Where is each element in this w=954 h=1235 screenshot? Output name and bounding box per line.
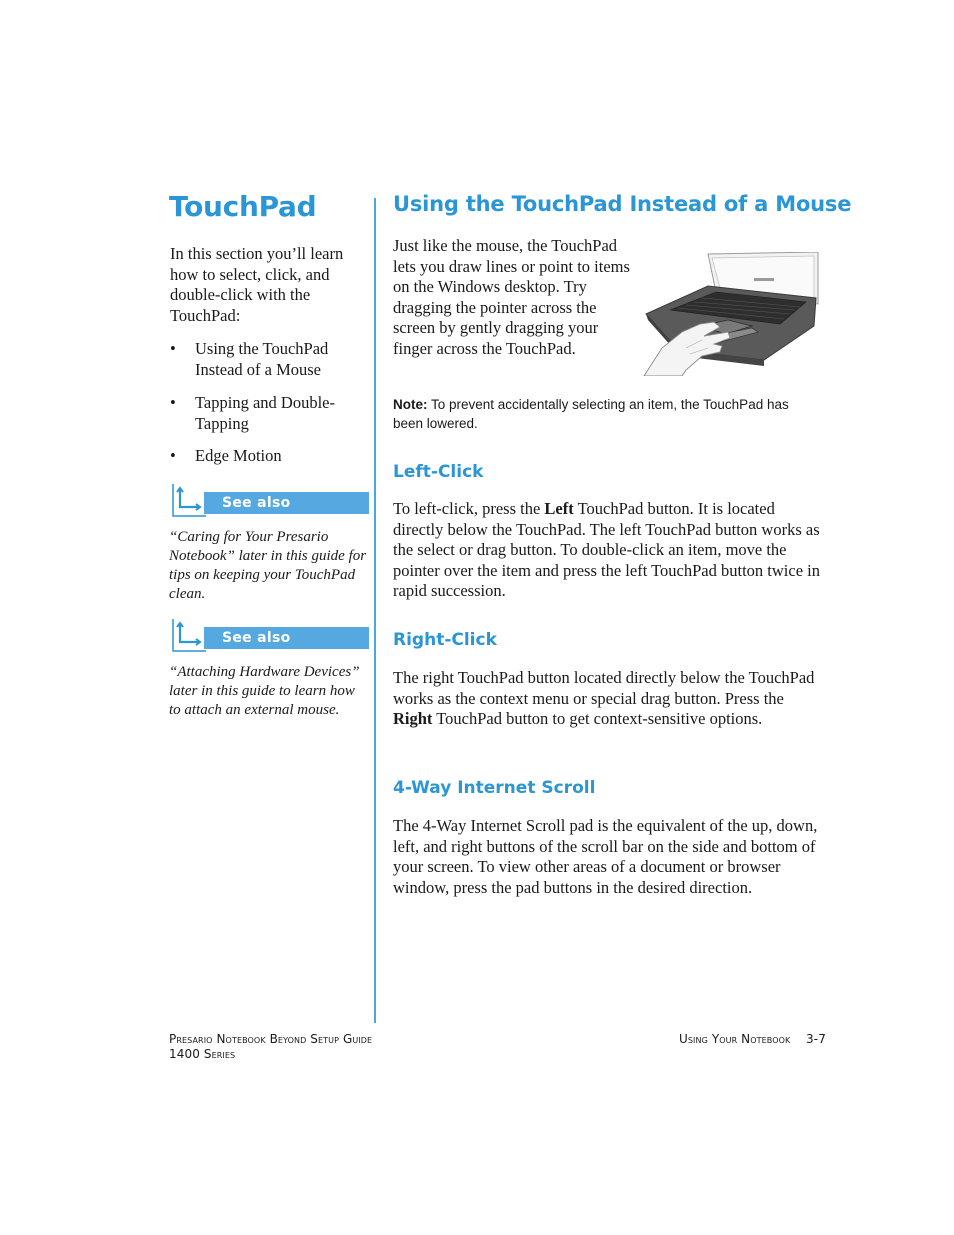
touchpad-illustration xyxy=(642,252,820,376)
bullet-glyph: • xyxy=(170,393,176,412)
sidebar-bullet xyxy=(170,446,360,467)
see-also-note: “Attaching Hardware Devices” later in this guide to learn how to attach an external mouse. xyxy=(169,664,360,718)
intro-paragraph: Just like the mouse, the TouchPad lets you draw lines or point to items on the Windows desktop. Try dragging the pointer across the screen by gently dragging your finger across the TouchPad. xyxy=(393,236,630,358)
left-click-heading: Left-Click xyxy=(393,462,484,482)
sidebar-intro: In this section you’ll learn how to select, click, and double-click with the TouchPad: xyxy=(170,244,344,325)
sidebar-bullet xyxy=(170,339,360,380)
footer-series: 1400 Series xyxy=(169,1047,236,1061)
sidebar-bullet xyxy=(170,393,360,434)
note-text: To prevent accidentally selecting an item, the TouchPad has been lowered. xyxy=(393,397,789,431)
see-also-label: See also xyxy=(204,492,369,514)
bullet-text: Edge Motion xyxy=(195,446,282,465)
bullet-text: Tapping and Double-Tapping xyxy=(195,393,335,433)
bullet-glyph: • xyxy=(170,339,176,358)
right-click-text-2: TouchPad button to get context-sensitive options. xyxy=(432,709,763,729)
see-also-arrow-icon xyxy=(172,483,208,517)
bullet-text: Using the TouchPad Instead of a Mouse xyxy=(195,339,329,379)
left-click-text-1: To left-click, press the xyxy=(393,499,545,518)
see-also-arrow-icon xyxy=(172,618,208,652)
scroll-heading: 4-Way Internet Scroll xyxy=(393,778,596,798)
left-click-text-2: TouchPad button. It is located directly below the TouchPad. The left TouchPad button works as the select or drag button. To double-click an item, move the pointer over the item and press the left TouchPad button twice in rapid succession. xyxy=(393,499,820,601)
see-also-label: See also xyxy=(204,627,369,649)
right-click-bold: Right xyxy=(393,709,433,729)
see-also-banner xyxy=(172,483,369,517)
column-divider xyxy=(374,198,376,1023)
left-click-paragraph xyxy=(393,499,821,602)
see-also-note: “Caring for Your Presario Notebook” later in this guide for tips on keeping your TouchPad clean. xyxy=(169,529,367,602)
left-click-bold: Left xyxy=(544,499,574,518)
right-click-text-1: The right TouchPad button located directly below the TouchPad works as the context menu or special drag button. Press the xyxy=(393,668,815,708)
bullet-glyph: • xyxy=(170,446,176,465)
footer-page-label: Using Your Notebook 3-7 xyxy=(679,1032,826,1046)
note-paragraph xyxy=(393,395,818,433)
sidebar-title: TouchPad xyxy=(169,190,317,223)
see-also-banner xyxy=(172,618,369,652)
right-click-paragraph xyxy=(393,668,821,730)
right-click-heading: Right-Click xyxy=(393,630,497,650)
footer-guide-title: Presario Notebook Beyond Setup Guide xyxy=(169,1032,373,1046)
scroll-paragraph: The 4-Way Internet Scroll pad is the equivalent of the up, down, left, and right buttons of the scroll bar on the side and bottom of your screen. To view other areas of a document or browser window, press the pad buttons in the desired direction. xyxy=(393,816,818,897)
footer-left xyxy=(169,1032,372,1062)
section-title: Using the TouchPad Instead of a Mouse xyxy=(393,192,852,216)
note-label: Note: xyxy=(393,397,428,412)
